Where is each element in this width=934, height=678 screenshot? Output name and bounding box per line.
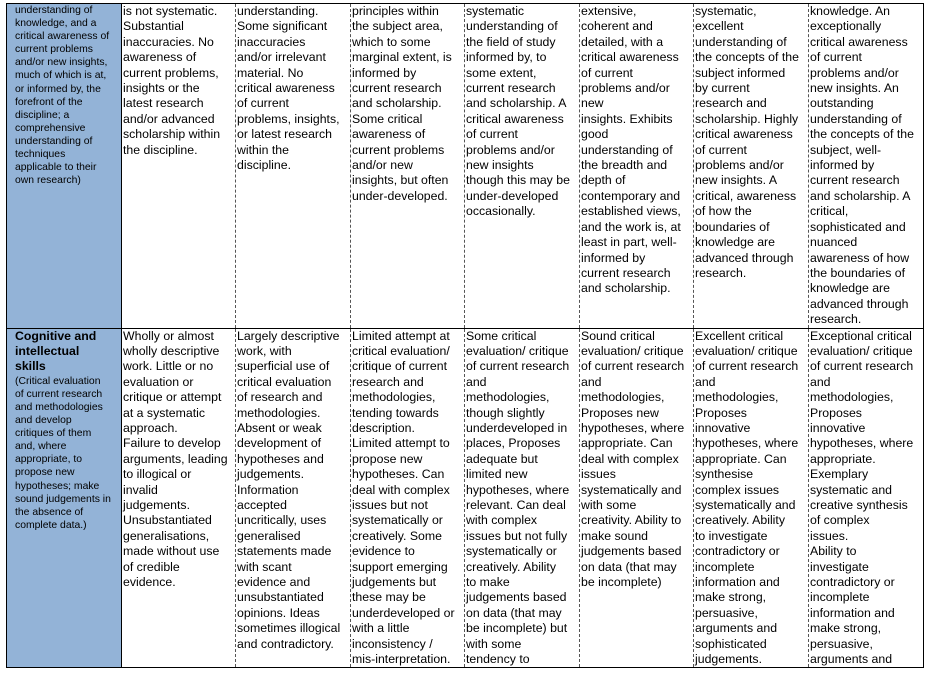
grade-band-cell — [351, 328, 465, 668]
band-description: extensive, coherent and detailed, with a critical awareness of current problems and/or new insights. Exhibits good understanding of the breadth and depth of contemporary and established views, and the work is, at least in part, well- informed by current research and scholarship. — [581, 4, 681, 296]
grade-band-cell — [580, 4, 694, 329]
grade-band-cell — [236, 328, 351, 668]
criterion-description: understanding of knowledge, and a critical awareness of current problems and/or new insights, much of which is at, or informed by, the forefront of the discipline; a comprehensive understanding of techniques applicable to their own research) — [15, 5, 110, 187]
grade-band-cell — [694, 328, 809, 668]
band-description: systematic, excellent understanding of the concepts of the subject informed by current research and scholarship. Highly critical awareness of current problems and/or new insights. A critical, awareness of how the boundaries of knowledge are advanced through research. — [695, 4, 799, 280]
band-description: is not systematic. Substantial inaccuracies. No awareness of current problems, insights or the latest research and/or advanced scholarship within the discipline. — [123, 4, 221, 157]
band-description: Largely descriptive work, with superficial use of critical evaluation of research and methodologies. Absent or weak development of hypotheses and judgements. Information accepted uncritically, uses generalised statements made with scant evidence and unsubstantiated opinions. Ideas sometimes illogical and contradictory. — [237, 328, 341, 651]
rubric-row-knowledge — [7, 4, 924, 329]
criterion-title: Cognitive and intellectual skills — [15, 328, 97, 374]
criterion-description: (Critical evaluation of current research and methodologies and develop critiques of them and, where appropriate, to propose new hypotheses; make sound judgements in the absence of complete data.) — [15, 375, 111, 531]
grade-band-cell — [809, 328, 924, 668]
grade-band-cell — [351, 4, 465, 329]
band-description: systematic understanding of the field of study informed by, to some extent, current research and scholarship. A critical awareness of current problems and/or new insights though this may be under-developed occasionally. — [466, 4, 570, 219]
grade-band-cell — [122, 328, 236, 668]
criterion-cell — [7, 328, 122, 668]
band-description: principles within the subject area, which to some marginal extent, is informed by current research and scholarship. Some critical awareness of current problems and/or new insights, but often under-developed. — [352, 4, 452, 203]
grade-band-cell — [694, 4, 809, 329]
band-description: Wholly or almost wholly descriptive work. Little or no evaluation or critique or attempt at a systematic approach. Failure to develop arguments, leading to illogical or invalid judgements. Unsubstantiated generalisations, made without use of credible evidence. — [123, 328, 228, 590]
band-description: Excellent critical evaluation/ critique of current research and methodologies, Proposes innovative hypotheses, where appropriate. Can synthesise complex issues systematically and creatively. Ability to investigate contradictory or incomplete information and make strong, persuasive, arguments and sophisticated judgements. — [695, 328, 799, 667]
band-description: Exceptional critical evaluation/ critique of current research and methodologies, Proposes innovative hypotheses, where appropriate. Exemplary systematic and creative synthesis of complex issues. Ability to investigate contradictory or incomplete information and make strong, persuasive, arguments and — [810, 328, 914, 667]
grade-band-cell — [122, 4, 236, 329]
band-description: Sound critical evaluation/ critique of current research and methodologies, Proposes new hypotheses, where appropriate. Can deal with complex issues systematically and with some creativity. Ability to make sound judgements based on data (that may be incomplete) — [581, 328, 685, 590]
band-description: knowledge. An exceptionally critical awareness of current problems and/or new insights. An outstanding understanding of the concepts of the subject, well- informed by current research and scholarship. A critical, sophisticated and nuanced awareness of how the boundaries of knowledge are advanced through research. — [810, 4, 914, 327]
grade-band-cell — [236, 4, 351, 329]
assessment-rubric-table — [6, 3, 924, 668]
band-description: understanding. Some significant inaccuracies and/or irrelevant material. No critical awareness of current problems, insights, or latest research within the discipline. — [237, 4, 340, 173]
criterion-cell — [7, 4, 122, 329]
band-description: Some critical evaluation/ critique of current research and methodologies, though slightly underdeveloped in places, Proposes adequate but limited new hypotheses, where relevant. Can deal with complex issues but not fully systematically or creatively. Ability to make judgements based on data (that may be incomplete) but with some tendency to — [466, 328, 570, 667]
grade-band-cell — [580, 328, 694, 668]
rubric-row-cognitive-skills — [7, 328, 924, 668]
grade-band-cell — [465, 4, 580, 329]
grade-band-cell — [465, 328, 580, 668]
grade-band-cell — [809, 4, 924, 329]
band-description: Limited attempt at critical evaluation/ critique of current research and methodologies, tending towards description. Limited attempt to propose new hypotheses. Can deal with complex issues but not systematically or creatively. Some evidence to support emerging judgements but these may be underdeveloped or with a little inconsistency / mis-interpretation. — [352, 328, 455, 667]
